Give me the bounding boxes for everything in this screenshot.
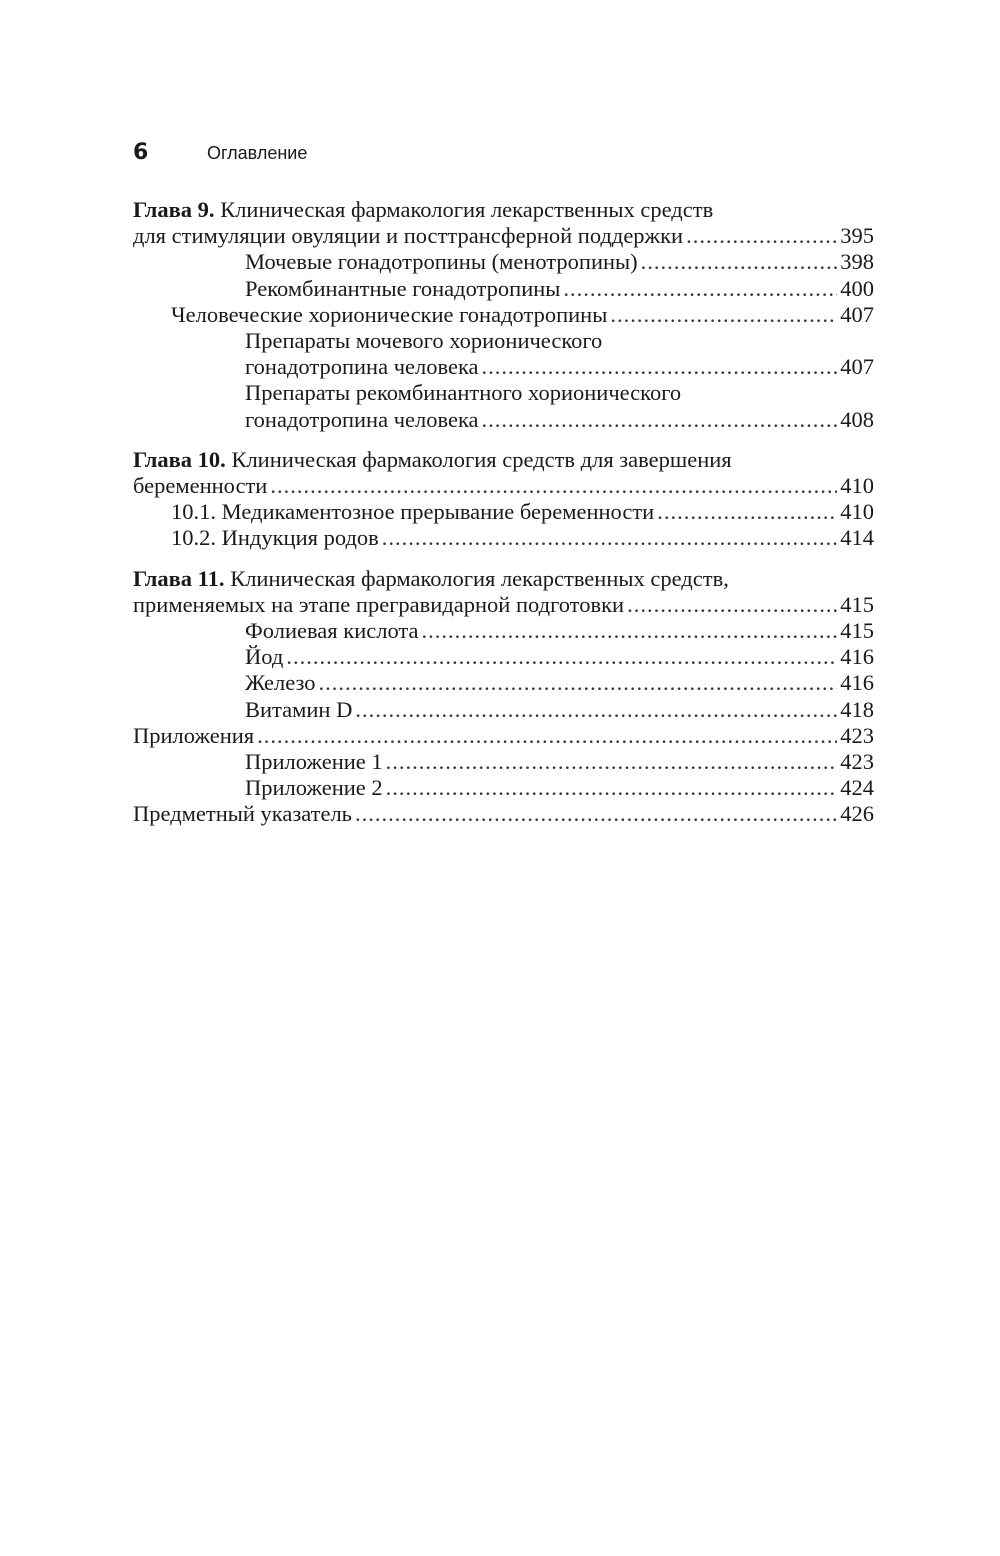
chapter-label: Глава 11.	[133, 565, 225, 591]
page-ref: 416	[840, 670, 874, 696]
page-number: 6	[133, 140, 149, 165]
toc-leader-line	[245, 775, 874, 801]
toc-leader-line	[245, 670, 874, 696]
chapter-title-line: Клиническая фармакология лекарственных средств,	[224, 565, 729, 591]
toc-appendices[interactable]	[133, 723, 874, 749]
toc-item-title: Железо	[245, 670, 316, 696]
toc-chapter-10-heading	[133, 447, 874, 473]
page-ref: 395	[840, 223, 874, 249]
dot-leader	[257, 723, 837, 749]
toc-item[interactable]	[133, 670, 874, 696]
toc-item[interactable]	[133, 749, 874, 775]
dot-leader	[657, 499, 837, 525]
dot-leader	[610, 302, 837, 328]
toc-item-title: Приложение 2	[245, 775, 383, 801]
dot-leader	[319, 670, 838, 696]
toc-item[interactable]	[133, 249, 874, 275]
toc-leader-line	[133, 723, 874, 749]
chapter-title-line: применяемых на этапе прегравидарной подготовки	[133, 591, 625, 617]
dot-leader	[482, 407, 838, 433]
toc-leader-line	[171, 302, 874, 328]
toc-item[interactable]	[133, 618, 874, 644]
toc-item[interactable]	[133, 302, 874, 328]
toc-item-title: Человеческие хорионические гонадотропины	[171, 301, 608, 327]
toc-item-title: Приложение 1	[245, 749, 383, 775]
toc-item-title: 10.1. Медикаментозное прерывание беременности	[171, 499, 655, 525]
table-of-contents	[133, 197, 874, 828]
toc-item-title: Препараты мочевого хорионического	[245, 328, 603, 354]
dot-leader	[563, 276, 837, 302]
page-header	[133, 140, 307, 170]
toc-item[interactable]	[133, 697, 874, 723]
page-ref: 426	[840, 801, 874, 827]
toc-item[interactable]	[133, 276, 874, 302]
spacer	[133, 433, 874, 447]
running-head: Оглавление	[207, 143, 308, 163]
toc-item-title: Фолиевая кислота	[245, 618, 419, 644]
chapter-title-line: беременности	[133, 473, 268, 499]
toc-item-title: Витамин D	[245, 696, 353, 722]
toc-leader-line	[245, 249, 874, 275]
toc-leader-line	[171, 499, 874, 525]
toc-leader-line	[245, 407, 874, 433]
toc-leader-line	[133, 473, 874, 499]
page-ref: 407	[840, 301, 874, 327]
toc-item-title: Приложения	[133, 722, 255, 748]
page-ref: 410	[840, 499, 874, 525]
page-ref: 408	[840, 406, 874, 432]
toc-leader-line	[245, 276, 874, 302]
toc-chapter-9[interactable]	[133, 197, 874, 249]
toc-leader-line	[133, 592, 874, 618]
toc-leader-line	[245, 354, 874, 380]
toc-chapter-11[interactable]	[133, 566, 874, 618]
spacer	[133, 552, 874, 566]
toc-item-title: Препараты рекомбинантного хорионического	[245, 380, 682, 406]
dot-leader	[686, 223, 837, 249]
dot-leader	[355, 801, 837, 827]
page-ref: 415	[840, 591, 874, 617]
dot-leader	[641, 249, 838, 275]
toc-leader-line	[171, 525, 874, 551]
toc-item[interactable]	[133, 644, 874, 670]
page-ref: 398	[840, 249, 874, 275]
page-ref: 423	[840, 749, 874, 775]
page-ref: 407	[840, 354, 874, 380]
chapter-title-line: Клиническая фармакология лекарственных средств	[214, 197, 714, 222]
page-ref: 423	[840, 722, 874, 748]
toc-item[interactable]	[133, 525, 874, 551]
dot-leader	[422, 618, 838, 644]
toc-item[interactable]	[133, 499, 874, 525]
toc-chapter-10[interactable]	[133, 447, 874, 499]
toc-chapter-11-heading	[133, 566, 874, 592]
toc-item-title: гонадотропина человека	[245, 354, 479, 380]
toc-item-title: гонадотропина человека	[245, 406, 479, 432]
dot-leader	[270, 473, 837, 499]
page-ref: 418	[840, 696, 874, 722]
toc-leader-line	[133, 801, 874, 827]
page-ref: 410	[840, 473, 874, 499]
page-ref: 414	[840, 525, 874, 551]
dot-leader	[286, 644, 837, 670]
chapter-label: Глава 10.	[133, 446, 226, 472]
page-ref: 415	[840, 618, 874, 644]
dot-leader	[386, 775, 838, 801]
toc-item[interactable]	[133, 328, 874, 380]
toc-item-title: 10.2. Индукция родов	[171, 525, 379, 551]
toc-item[interactable]	[133, 380, 874, 432]
chapter-label: Глава 9.	[133, 197, 215, 222]
page-ref: 424	[840, 775, 874, 801]
toc-item[interactable]	[133, 775, 874, 801]
chapter-title-line: Клиническая фармакология средств для завершения	[225, 446, 732, 472]
toc-subject-index[interactable]	[133, 801, 874, 827]
toc-item-title: Йод	[245, 644, 284, 670]
dot-leader	[382, 525, 837, 551]
toc-item-title: Мочевые гонадотропины (менотропины)	[245, 249, 638, 275]
dot-leader	[386, 749, 838, 775]
toc-leader-line	[245, 749, 874, 775]
toc-leader-line	[133, 223, 874, 249]
toc-leader-line	[245, 697, 874, 723]
toc-item-title: Предметный указатель	[133, 801, 352, 827]
toc-leader-line	[245, 618, 874, 644]
dot-leader	[627, 592, 837, 618]
page-ref: 416	[840, 644, 874, 670]
dot-leader	[482, 354, 838, 380]
chapter-title-line: для стимуляции овуляции и посттрансферной поддержки	[133, 223, 684, 249]
page-ref: 400	[840, 275, 874, 301]
toc-leader-line	[245, 644, 874, 670]
toc-chapter-9-heading	[133, 197, 874, 223]
dot-leader	[355, 697, 837, 723]
toc-item-title: Рекомбинантные гонадотропины	[245, 275, 561, 301]
